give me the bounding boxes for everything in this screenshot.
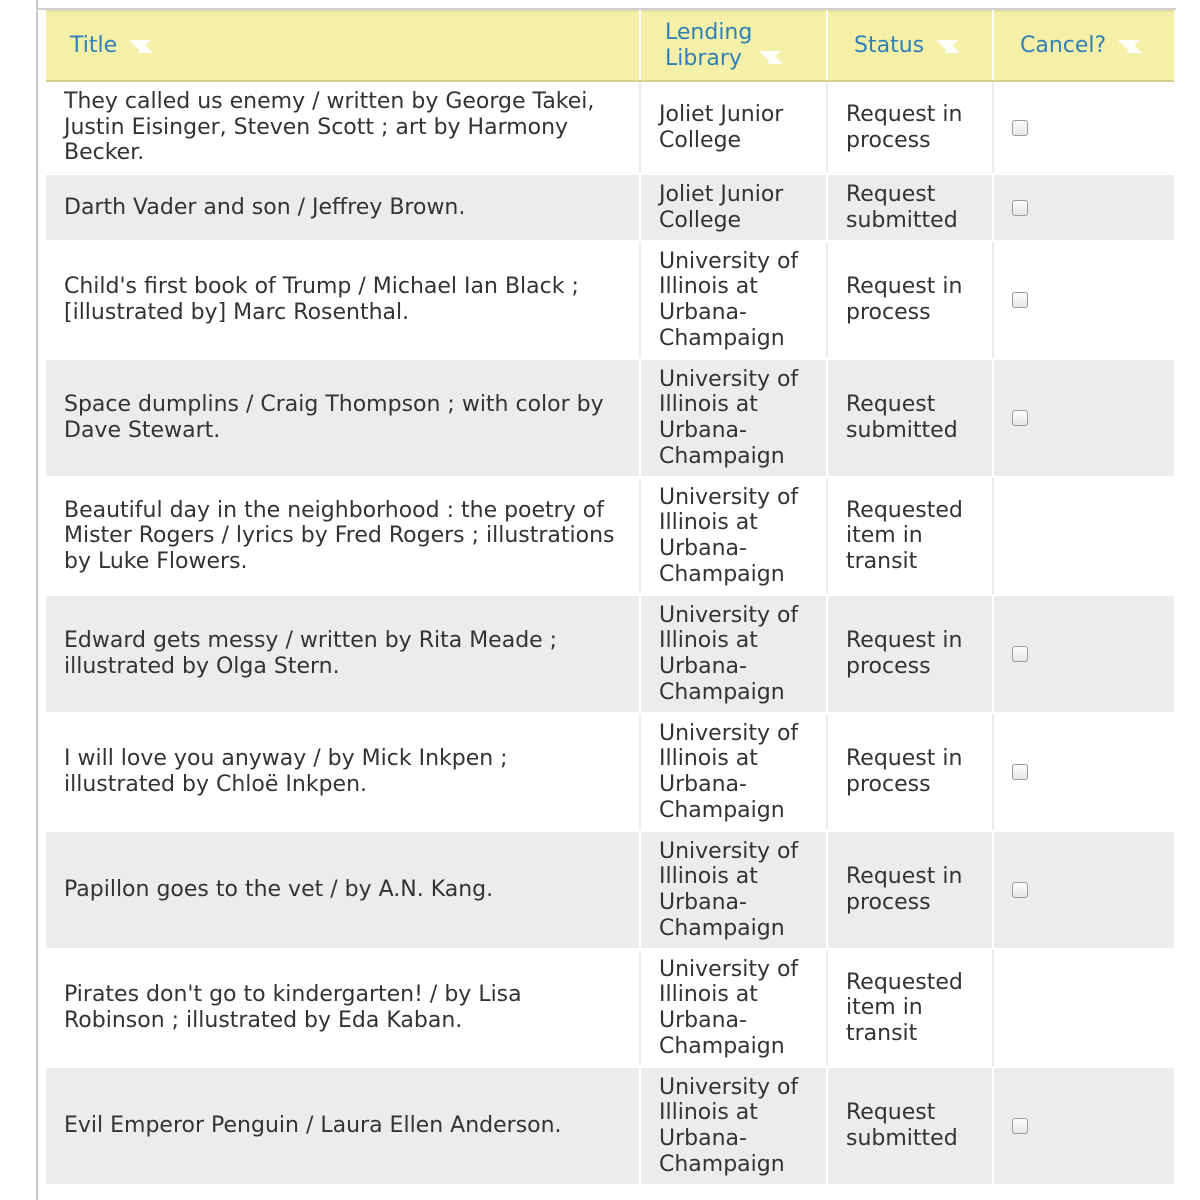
table-body bbox=[46, 81, 1174, 1185]
status-cell: Request in process bbox=[827, 595, 993, 713]
table-row bbox=[46, 174, 1174, 241]
table-row bbox=[46, 1067, 1174, 1185]
title-cell: I will love you anyway / by Mick Inkpen ; illustrated by Chloë Inkpen. bbox=[46, 713, 640, 831]
sort-arrows-icon[interactable] bbox=[936, 38, 962, 54]
cancel-cell bbox=[993, 713, 1174, 831]
cancel-checkbox[interactable] bbox=[1012, 200, 1028, 216]
cancel-checkbox[interactable] bbox=[1012, 120, 1028, 136]
column-header-lending-library[interactable] bbox=[640, 11, 827, 81]
cancel-cell bbox=[993, 831, 1174, 949]
column-header-lending-library-label: Lending Library bbox=[665, 20, 753, 71]
status-cell: Requested item in transit bbox=[827, 477, 993, 595]
cancel-checkbox[interactable] bbox=[1012, 1118, 1028, 1134]
title-cell: They called us enemy / written by George Takei, Justin Eisinger, Steven Scott ; art by Harmony Becker. bbox=[46, 81, 640, 174]
status-cell: Request in process bbox=[827, 241, 993, 359]
cancel-checkbox[interactable] bbox=[1012, 882, 1028, 898]
column-header-status-label: Status bbox=[854, 33, 925, 58]
title-cell: Edward gets messy / written by Rita Meade ; illustrated by Olga Stern. bbox=[46, 595, 640, 713]
table-row bbox=[46, 359, 1174, 477]
column-header-cancel-label: Cancel? bbox=[1020, 33, 1107, 58]
table-row bbox=[46, 949, 1174, 1067]
status-cell: Request submitted bbox=[827, 359, 993, 477]
cancel-cell bbox=[993, 359, 1174, 477]
status-cell: Request in process bbox=[827, 831, 993, 949]
column-header-title[interactable] bbox=[46, 11, 640, 81]
status-cell: Requested item in transit bbox=[827, 949, 993, 1067]
lending-library-cell: University of Illinois at Urbana-Champaign bbox=[640, 241, 827, 359]
lending-library-cell: University of Illinois at Urbana-Champaign bbox=[640, 595, 827, 713]
status-cell: Request in process bbox=[827, 81, 993, 174]
table-row bbox=[46, 81, 1174, 174]
column-header-cancel[interactable] bbox=[993, 11, 1174, 81]
sort-arrows-icon[interactable] bbox=[759, 49, 785, 65]
title-cell: Child's first book of Trump / Michael Ian Black ; [illustrated by] Marc Rosenthal. bbox=[46, 241, 640, 359]
lending-library-cell: University of Illinois at Urbana-Champaign bbox=[640, 713, 827, 831]
cancel-cell bbox=[993, 174, 1174, 241]
lending-library-cell: University of Illinois at Urbana-Champaign bbox=[640, 359, 827, 477]
title-cell: Evil Emperor Penguin / Laura Ellen Anderson. bbox=[46, 1067, 640, 1185]
interlibrary-requests-table bbox=[46, 10, 1174, 1186]
header-row bbox=[46, 11, 1174, 81]
title-cell: Space dumplins / Craig Thompson ; with color by Dave Stewart. bbox=[46, 359, 640, 477]
column-header-title-label: Title bbox=[70, 33, 118, 58]
status-cell: Request submitted bbox=[827, 1067, 993, 1185]
lending-library-cell: University of Illinois at Urbana-Champaign bbox=[640, 1067, 827, 1185]
title-cell: Pirates don't go to kindergarten! / by Lisa Robinson ; illustrated by Eda Kaban. bbox=[46, 949, 640, 1067]
cancel-cell bbox=[993, 595, 1174, 713]
lending-library-cell: Joliet Junior College bbox=[640, 174, 827, 241]
table-row bbox=[46, 241, 1174, 359]
table-row bbox=[46, 595, 1174, 713]
lending-library-cell: University of Illinois at Urbana-Champaign bbox=[640, 949, 827, 1067]
status-cell: Request in process bbox=[827, 713, 993, 831]
table-row bbox=[46, 831, 1174, 949]
cancel-checkbox[interactable] bbox=[1012, 646, 1028, 662]
cancel-cell bbox=[993, 949, 1174, 1067]
left-border bbox=[36, 0, 38, 1200]
cancel-checkbox[interactable] bbox=[1012, 410, 1028, 426]
cancel-checkbox[interactable] bbox=[1012, 292, 1028, 308]
sort-arrows-icon[interactable] bbox=[129, 38, 155, 54]
cancel-checkbox[interactable] bbox=[1012, 764, 1028, 780]
sort-arrows-icon[interactable] bbox=[1118, 38, 1144, 54]
cancel-cell bbox=[993, 1067, 1174, 1185]
column-header-status[interactable] bbox=[827, 11, 993, 81]
title-cell: Darth Vader and son / Jeffrey Brown. bbox=[46, 174, 640, 241]
lending-library-cell: University of Illinois at Urbana-Champaign bbox=[640, 477, 827, 595]
title-cell: Papillon goes to the vet / by A.N. Kang. bbox=[46, 831, 640, 949]
cancel-cell bbox=[993, 241, 1174, 359]
cancel-cell bbox=[993, 81, 1174, 174]
table-row bbox=[46, 477, 1174, 595]
cancel-cell bbox=[993, 477, 1174, 595]
lending-library-cell: Joliet Junior College bbox=[640, 81, 827, 174]
status-cell: Request submitted bbox=[827, 174, 993, 241]
table-row bbox=[46, 713, 1174, 831]
lending-library-cell: University of Illinois at Urbana-Champaign bbox=[640, 831, 827, 949]
title-cell: Beautiful day in the neighborhood : the poetry of Mister Rogers / lyrics by Fred Rogers ; illustrations by Luke Flowers. bbox=[46, 477, 640, 595]
